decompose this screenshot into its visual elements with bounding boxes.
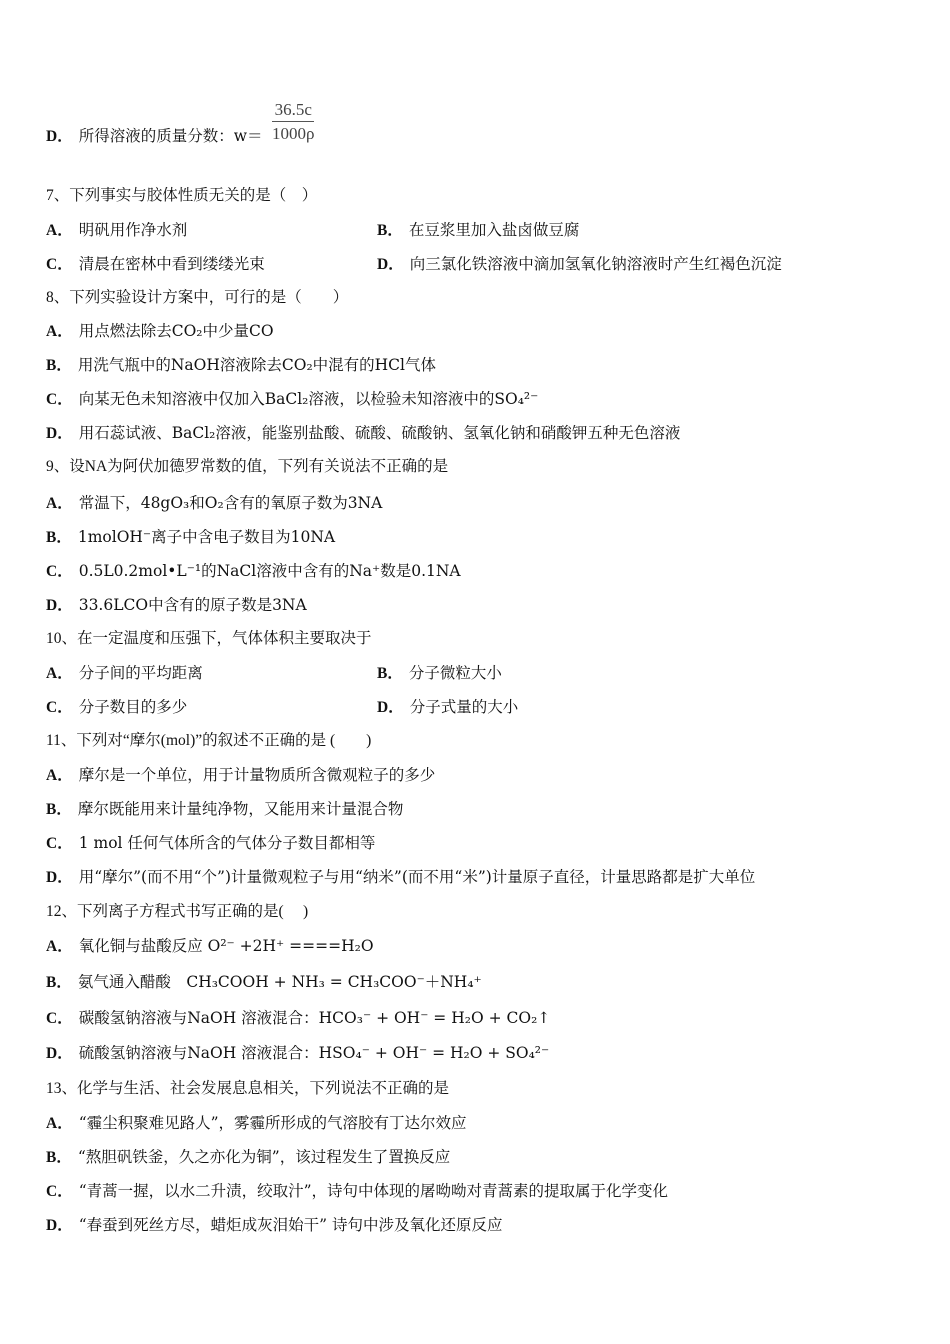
option-label: D． xyxy=(46,128,73,145)
option-label: A． xyxy=(46,495,73,512)
option-text: 用洗气瓶中的NaOH溶液除去CO₂中混有的HCl气体 xyxy=(77,356,436,374)
option-label: D． xyxy=(46,597,73,614)
option-text: 0.5L0.2mol•L⁻¹的NaCl溶液中含有的Na⁺数是0.1NA xyxy=(78,562,461,580)
q13-option-a xyxy=(46,1113,467,1134)
option-label: C． xyxy=(46,699,73,716)
q8-option-c xyxy=(46,389,538,410)
option-text: 摩尔是一个单位，用于计量物质所含微观粒子的多少 xyxy=(78,766,436,784)
q7-option-b xyxy=(377,220,579,241)
q12-stem: 12、下列离子方程式书写正确的是( ) xyxy=(46,903,309,920)
option-text: 明矾用作净水剂 xyxy=(78,221,188,239)
option-text: 在豆浆里加入盐卤做豆腐 xyxy=(408,221,580,239)
q7-option-c xyxy=(46,254,265,275)
q11-option-b xyxy=(46,799,403,820)
option-text: 硫酸氢钠溶液与NaOH 溶液混合：HSO₄⁻ + OH⁻ = H₂O + SO₄²⁻ xyxy=(78,1044,550,1062)
option-text: 分子间的平均距离 xyxy=(78,664,203,682)
q10-option-a xyxy=(46,663,203,684)
option-label: B． xyxy=(377,665,403,682)
option-label: B． xyxy=(377,222,403,239)
option-label: D． xyxy=(46,425,73,442)
option-text: 用石蕊试液、BaCl₂溶液，能鉴别盐酸、硫酸、硫酸钠、氢氧化钠和硝酸钾五种无色溶液 xyxy=(78,424,681,442)
option-label: A． xyxy=(46,1115,73,1132)
option-text: 氨气通入醋酸 CH₃COOH + NH₃ = CH₃COO⁻＋NH₄⁺ xyxy=(77,973,482,991)
option-label: C． xyxy=(46,563,73,580)
option-label: D． xyxy=(46,1217,73,1234)
q11-stem: 11、下列对“摩尔(mol)”的叙述不正确的是 ( ) xyxy=(46,732,372,749)
q11-option-c xyxy=(46,833,375,854)
q11-option-a xyxy=(46,765,435,786)
q7-option-a xyxy=(46,220,187,241)
q7-stem: 7、下列事实与胶体性质无关的是（ ） xyxy=(46,187,318,204)
q11-option-d xyxy=(46,867,755,888)
q7-option-d xyxy=(377,254,782,275)
q13-option-b xyxy=(46,1147,450,1168)
option-label: B． xyxy=(46,357,72,374)
q9-option-b xyxy=(46,527,335,548)
option-label: A． xyxy=(46,767,73,784)
option-label: B． xyxy=(46,974,72,991)
q8-option-a xyxy=(46,321,274,342)
option-text: 氧化铜与盐酸反应 O²⁻ +2H⁺ ====H₂O xyxy=(78,937,374,955)
q12-option-a xyxy=(46,936,374,957)
option-label: B． xyxy=(46,801,72,818)
q8-option-b xyxy=(46,355,436,376)
q9-option-c xyxy=(46,561,461,582)
option-label: D． xyxy=(377,256,404,273)
q10-stem: 10、在一定温度和压强下，气体体积主要取决于 xyxy=(46,630,372,647)
option-label: C． xyxy=(46,391,73,408)
q9-option-d xyxy=(46,595,307,616)
option-label: D． xyxy=(46,869,73,886)
option-text: 分子微粒大小 xyxy=(408,664,502,682)
q13-option-d xyxy=(46,1215,502,1236)
option-text: 分子式量的大小 xyxy=(409,698,519,716)
option-text: 33.6LCO中含有的原子数是3NA xyxy=(78,596,307,614)
option-text: “霾尘积聚难见路人”，雾霾所形成的气溶胶有丁达尔效应 xyxy=(78,1114,467,1132)
q9-option-a xyxy=(46,493,382,514)
fraction-numerator: 36.5c xyxy=(272,100,314,122)
option-text: “春蚕到死丝方尽，蜡炬成灰泪始干” 诗句中涉及氧化还原反应 xyxy=(78,1216,503,1234)
q12-option-c xyxy=(46,1008,550,1029)
option-label: A． xyxy=(46,665,73,682)
option-label: A． xyxy=(46,323,73,340)
option-text: 分子数目的多少 xyxy=(78,698,188,716)
option-label: C． xyxy=(46,1183,73,1200)
mass-fraction-formula xyxy=(272,100,314,144)
option-label: C． xyxy=(46,256,73,273)
option-label: D． xyxy=(377,699,404,716)
q12-option-b xyxy=(46,972,482,993)
option-text: 常温下，48gO₃和O₂含有的氧原子数为3NA xyxy=(78,494,383,512)
option-text: 向某无色未知溶液中仅加入BaCl₂溶液，以检验未知溶液中的SO₄²⁻ xyxy=(78,390,539,408)
option-text: 所得溶液的质量分数：w＝ xyxy=(78,127,263,145)
option-text: 1 mol 任何气体所含的气体分子数目都相等 xyxy=(78,834,376,852)
option-text: “熬胆矾铁釜，久之亦化为铜”，该过程发生了置换反应 xyxy=(77,1148,451,1166)
q13-stem: 13、化学与生活、社会发展息息相关，下列说法不正确的是 xyxy=(46,1080,450,1097)
q9-stem: 9、设NA为阿伏加德罗常数的值，下列有关说法不正确的是 xyxy=(46,458,449,475)
q13-option-c xyxy=(46,1181,668,1202)
q10-option-b xyxy=(377,663,502,684)
option-label: B． xyxy=(46,529,72,546)
q8-option-d xyxy=(46,423,680,444)
option-text: 用“摩尔”(而不用“个”)计量微观粒子与用“纳米”(而不用“米”)计量原子直径，计量思路都是扩大单位 xyxy=(78,868,756,886)
option-label: D． xyxy=(46,1045,73,1062)
q10-option-d xyxy=(377,697,518,718)
option-text: 向三氯化铁溶液中滴加氢氧化钠溶液时产生红褐色沉淀 xyxy=(409,255,782,273)
q6-option-d xyxy=(46,126,262,147)
option-text: “青蒿一握，以水二升渍，绞取汁”，诗句中体现的屠呦呦对青蒿素的提取属于化学变化 xyxy=(78,1182,669,1200)
option-label: A． xyxy=(46,938,73,955)
option-label: A． xyxy=(46,222,73,239)
option-label: C． xyxy=(46,1010,73,1027)
fraction-denominator: 1000ρ xyxy=(272,124,315,143)
option-text: 1molOH⁻离子中含电子数目为10NA xyxy=(77,528,336,546)
option-text: 碳酸氢钠溶液与NaOH 溶液混合：HCO₃⁻ + OH⁻ = H₂O + CO₂↑ xyxy=(78,1009,551,1027)
q8-stem: 8、下列实验设计方案中，可行的是（ ） xyxy=(46,289,349,306)
q12-option-d xyxy=(46,1043,549,1064)
option-label: B． xyxy=(46,1149,72,1166)
option-text: 清晨在密林中看到缕缕光束 xyxy=(78,255,265,273)
q10-option-c xyxy=(46,697,187,718)
option-text: 摩尔既能用来计量纯净物，又能用来计量混合物 xyxy=(77,800,404,818)
option-text: 用点燃法除去CO₂中少量CO xyxy=(78,322,274,340)
option-label: C． xyxy=(46,835,73,852)
